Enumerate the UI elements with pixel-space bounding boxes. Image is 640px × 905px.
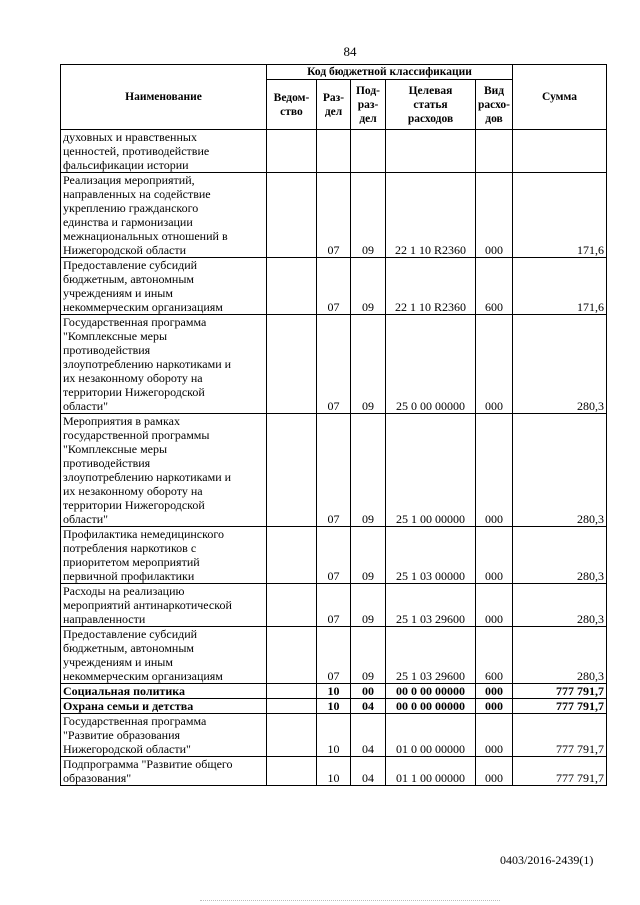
row-sum: 777 791,7: [513, 684, 607, 699]
row-vr: 000: [476, 584, 513, 627]
row-name: Подпрограмма "Развитие общего образования": [61, 757, 267, 786]
header-sum: Сумма: [513, 65, 607, 130]
row-csr: 22 1 10 R2360: [386, 173, 476, 258]
row-csr: 01 1 00 00000: [386, 757, 476, 786]
row-name: Профилактика немедицинского потребления наркотиков с приоритетом мероприятий первичной профилактики: [61, 527, 267, 584]
row-vedomstvo: [267, 414, 317, 527]
header-podrazdel: Под- раз- дел: [351, 80, 386, 130]
row-vr: 000: [476, 315, 513, 414]
table-row: [61, 584, 607, 627]
row-vedomstvo: [267, 527, 317, 584]
row-vedomstvo: [267, 757, 317, 786]
row-sum: 777 791,7: [513, 757, 607, 786]
table-row: [61, 130, 607, 173]
table-row: [61, 173, 607, 258]
row-razdel: 10: [317, 714, 351, 757]
row-razdel: 07: [317, 627, 351, 684]
row-csr: [386, 130, 476, 173]
table-row: [61, 315, 607, 414]
row-csr: 25 1 03 29600: [386, 627, 476, 684]
row-vedomstvo: [267, 714, 317, 757]
row-razdel: 10: [317, 757, 351, 786]
row-vr: 000: [476, 414, 513, 527]
row-razdel: 07: [317, 173, 351, 258]
header-csr: Целевая статья расходов: [386, 80, 476, 130]
row-sum: 280,3: [513, 627, 607, 684]
row-podrazdel: 09: [351, 527, 386, 584]
table-row: [61, 757, 607, 786]
row-vedomstvo: [267, 627, 317, 684]
row-sum: 280,3: [513, 527, 607, 584]
row-csr: 00 0 00 00000: [386, 699, 476, 714]
row-vr: 000: [476, 757, 513, 786]
row-sum: 280,3: [513, 414, 607, 527]
row-razdel: 10: [317, 699, 351, 714]
row-name: Предоставление субсидий бюджетным, автономным учреждениям и иным некоммерческим организациям: [61, 627, 267, 684]
row-vr: 600: [476, 258, 513, 315]
row-name: духовных и нравственных ценностей, противодействие фальсификации истории: [61, 130, 267, 173]
row-vedomstvo: [267, 699, 317, 714]
row-sum: 777 791,7: [513, 699, 607, 714]
header-vr: Вид расхо- дов: [476, 80, 513, 130]
header-vedomstvo: Ведом- ство: [267, 80, 317, 130]
row-podrazdel: 00: [351, 684, 386, 699]
row-name: Предоставление субсидий бюджетным, автономным учреждениям и иным некоммерческим организациям: [61, 258, 267, 315]
header-razdel: Раз- дел: [317, 80, 351, 130]
row-sum: [513, 130, 607, 173]
table-row: [61, 627, 607, 684]
row-vedomstvo: [267, 684, 317, 699]
row-sum: 171,6: [513, 258, 607, 315]
row-csr: 01 0 00 00000: [386, 714, 476, 757]
row-razdel: 07: [317, 258, 351, 315]
row-vedomstvo: [267, 584, 317, 627]
row-vr: 000: [476, 173, 513, 258]
bottom-divider: [200, 900, 500, 901]
row-razdel: 07: [317, 584, 351, 627]
row-name: Мероприятия в рамках государственной программы "Комплексные меры противодействия злоупотреблению наркотиками и их незаконному обороту на территории Нижегородской области": [61, 414, 267, 527]
row-vedomstvo: [267, 315, 317, 414]
table-row: [61, 684, 607, 699]
row-razdel: [317, 130, 351, 173]
row-podrazdel: 09: [351, 414, 386, 527]
row-csr: 22 1 10 R2360: [386, 258, 476, 315]
row-vr: 000: [476, 527, 513, 584]
row-vedomstvo: [267, 258, 317, 315]
row-name: Реализация мероприятий, направленных на содействие укреплению гражданского единства и гармонизации межнациональных отношений в Нижегородской области: [61, 173, 267, 258]
row-podrazdel: 04: [351, 699, 386, 714]
row-csr: 25 1 03 00000: [386, 527, 476, 584]
row-sum: 280,3: [513, 315, 607, 414]
row-podrazdel: [351, 130, 386, 173]
table-row: [61, 258, 607, 315]
row-podrazdel: 09: [351, 584, 386, 627]
table-row: [61, 714, 607, 757]
budget-table: [60, 64, 607, 786]
row-name: Государственная программа "Комплексные меры противодействия злоупотреблению наркотиками и их незаконному обороту на территории Нижегородской области": [61, 315, 267, 414]
row-vr: 000: [476, 684, 513, 699]
row-sum: 280,3: [513, 584, 607, 627]
table-row: [61, 414, 607, 527]
row-vr: 000: [476, 714, 513, 757]
header-code-group: Код бюджетной классификации: [267, 65, 513, 80]
row-name: Государственная программа "Развитие образования Нижегородской области": [61, 714, 267, 757]
row-razdel: 07: [317, 414, 351, 527]
row-podrazdel: 04: [351, 714, 386, 757]
row-vr: 600: [476, 627, 513, 684]
row-name: Расходы на реализацию мероприятий антинаркотической направленности: [61, 584, 267, 627]
row-vr: [476, 130, 513, 173]
table-row: [61, 527, 607, 584]
row-podrazdel: 09: [351, 315, 386, 414]
row-razdel: 10: [317, 684, 351, 699]
row-csr: 25 1 00 00000: [386, 414, 476, 527]
row-podrazdel: 04: [351, 757, 386, 786]
row-razdel: 07: [317, 315, 351, 414]
row-name: Охрана семьи и детства: [61, 699, 267, 714]
row-name: Социальная политика: [61, 684, 267, 699]
page-number: 84: [343, 44, 357, 59]
row-podrazdel: 09: [351, 627, 386, 684]
row-csr: 25 0 00 00000: [386, 315, 476, 414]
row-csr: 00 0 00 00000: [386, 684, 476, 699]
header-name: Наименование: [61, 65, 267, 130]
row-podrazdel: 09: [351, 173, 386, 258]
row-vr: 000: [476, 699, 513, 714]
table-row: [61, 699, 607, 714]
row-razdel: 07: [317, 527, 351, 584]
row-csr: 25 1 03 29600: [386, 584, 476, 627]
row-vedomstvo: [267, 130, 317, 173]
document-code: 0403/2016-2439(1): [500, 853, 594, 867]
row-vedomstvo: [267, 173, 317, 258]
row-sum: 777 791,7: [513, 714, 607, 757]
row-sum: 171,6: [513, 173, 607, 258]
row-podrazdel: 09: [351, 258, 386, 315]
